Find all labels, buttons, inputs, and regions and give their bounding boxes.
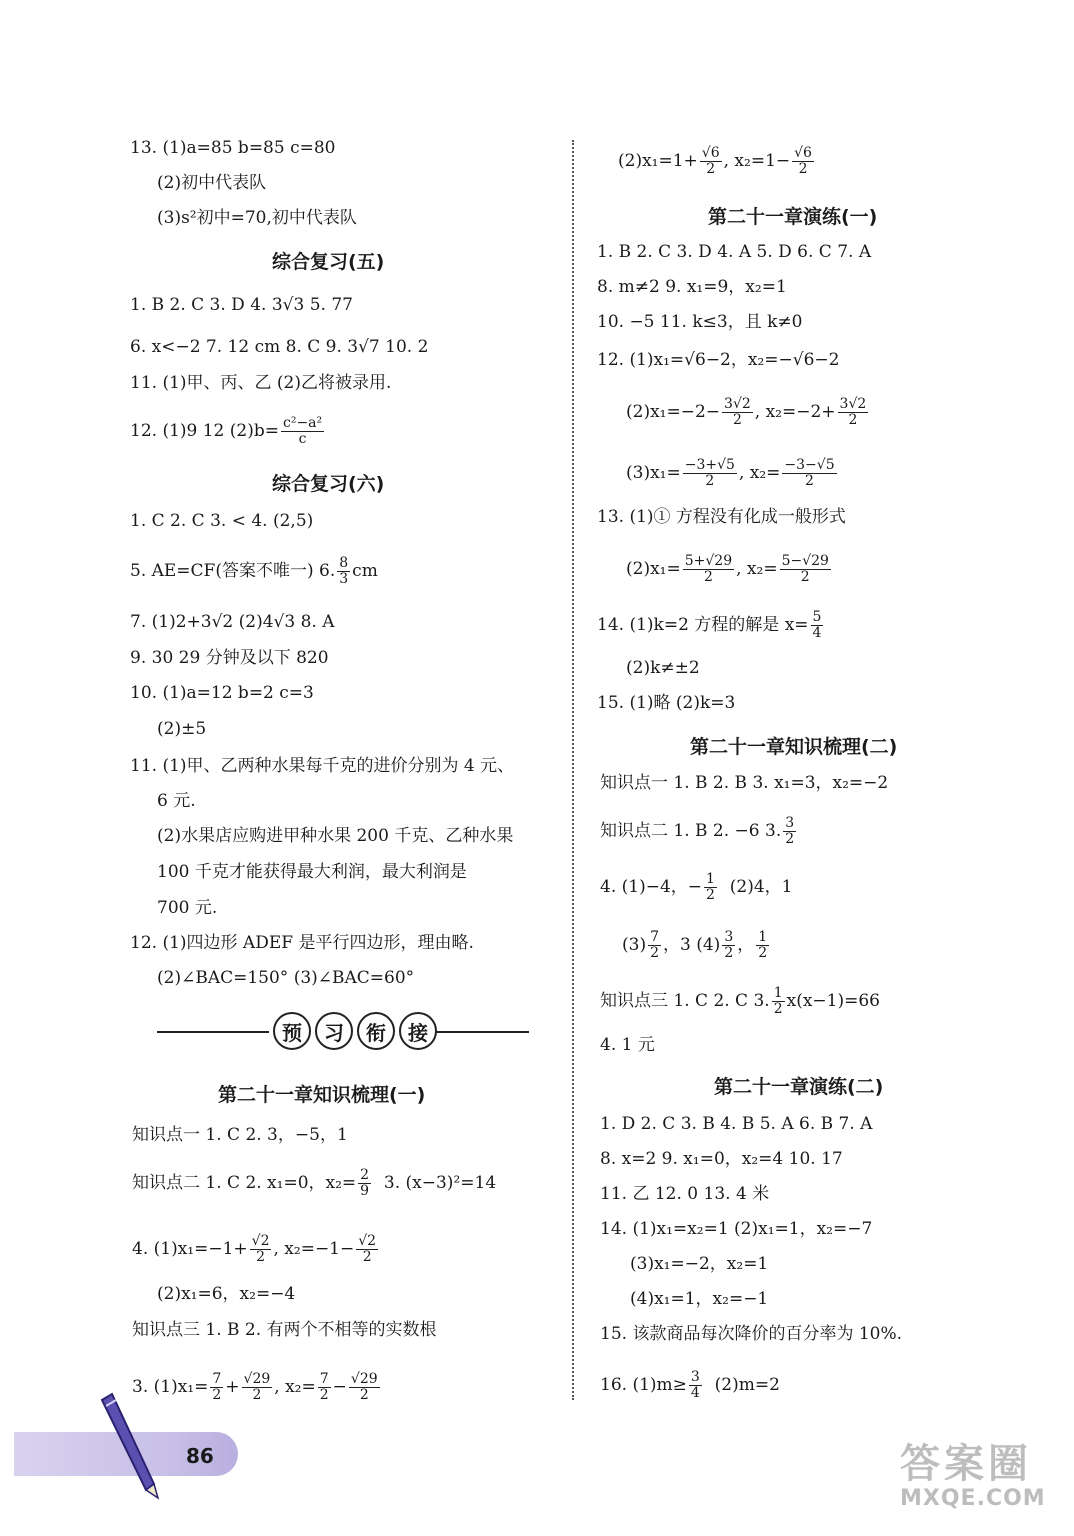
fraction: $\frac{√6}{2}$ [701, 145, 720, 177]
divider-rule [429, 1031, 529, 1033]
fraction: $\frac{\text{c²−a²}}{c}$ [282, 415, 323, 447]
answer-text: (2)x₁=1+ [618, 151, 698, 171]
answer-line: 知识点三 1. B 2. 有两个不相等的实数根 [132, 1320, 437, 1340]
answer-text: − [332, 1377, 347, 1397]
answer-line [600, 1370, 780, 1401]
fraction: $\frac{3√2}{2}$ [724, 396, 751, 428]
answer-line: (2)水果店应购进甲种水果 200 千克、乙种水果 [157, 826, 514, 846]
section-heading: 第二十一章知识梳理(一) [218, 1084, 426, 1106]
fraction: $\frac{2}{9}$ [360, 1167, 370, 1199]
answer-line: 15. 该款商品每次降价的百分率为 10%. [600, 1324, 903, 1344]
pen-icon [96, 1392, 166, 1502]
answer-line: (2)x₁=6，x₂=−4 [157, 1284, 296, 1304]
answer-text: (3) [622, 935, 647, 955]
preview-banner [273, 1012, 437, 1050]
answer-text: 5. AE=CF(答案不唯一) 6. [130, 561, 336, 581]
fraction: $\frac{7}{2}$ [212, 1371, 222, 1403]
answer-line: 13. (1)① 方程没有化成一般形式 [597, 507, 846, 527]
answer-line [626, 554, 833, 585]
answer-text: + [225, 1377, 240, 1397]
section-heading: 第二十一章演练(一) [708, 206, 878, 228]
answer-line: 6 元. [157, 791, 196, 811]
answer-line: 7. (1)2+3√2 (2)4√3 8. A [130, 612, 335, 632]
banner-char: 衔 [357, 1012, 395, 1050]
answer-text: (3)x₁= [626, 463, 681, 483]
fraction: $\frac{√6}{2}$ [794, 145, 812, 177]
answer-line: (2)初中代表队 [157, 173, 267, 193]
answer-line: 12. (1)四边形 ADEF 是平行四边形，理由略. [130, 933, 474, 953]
answer-text: (2)m=2 [714, 1375, 780, 1395]
answer-line [597, 610, 825, 641]
answer-text: , x₂=1− [723, 151, 791, 171]
fraction: $\frac{-3+√5}{2}$ [684, 457, 735, 489]
answer-line: (2)k≠±2 [626, 658, 700, 678]
answer-text: (2)x₁= [626, 559, 681, 579]
answer-text: cm [352, 561, 378, 581]
section-heading: 第二十一章知识梳理(二) [690, 736, 898, 758]
answer-line: 10. (1)a=12 b=2 c=3 [130, 683, 314, 703]
fraction: $\frac{8}{3}$ [339, 555, 349, 587]
answer-line: 15. (1)略 (2)k=3 [597, 693, 736, 713]
answer-line: 6. x<−2 7. 12 cm 8. C 9. 3√7 10. 2 [130, 337, 429, 357]
answer-text: 知识点二 1. C 2. x₁=0，x₂= [132, 1173, 357, 1193]
watermark [900, 1442, 1046, 1511]
answer-line: (3)s²初中=70,初中代表队 [157, 208, 357, 228]
answer-line: (4)x₁=1，x₂=−1 [630, 1289, 769, 1309]
answer-line: 1. B 2. C 3. D 4. 3√3 5. 77 [130, 295, 353, 315]
divider-rule [157, 1031, 269, 1033]
watermark-url: MXQE.COM [900, 1486, 1046, 1511]
fraction: $\frac{√2}{2}$ [358, 1233, 377, 1265]
watermark-title: 答案圈 [900, 1441, 1032, 1487]
answer-text: 14. (1)k=2 方程的解是 x= [597, 615, 809, 635]
answer-line: 9. 30 29 分钟及以下 820 [130, 648, 329, 668]
answer-line: 10. −5 11. k≤3，且 k≠0 [597, 312, 803, 332]
answer-line [618, 146, 816, 177]
fraction: $\frac{3}{2}$ [785, 815, 795, 847]
fraction: $\frac{-3-√5}{2}$ [784, 457, 835, 489]
column-divider [572, 140, 574, 1400]
answer-line [132, 1168, 496, 1199]
fraction: $\frac{5+√29}{2}$ [684, 553, 733, 585]
answer-line [626, 458, 839, 489]
answer-text: , x₂= [738, 463, 781, 483]
answer-text: 4. (1)x₁=−1+ [132, 1239, 248, 1259]
answer-text: 16. (1)m≥ [600, 1375, 687, 1395]
fraction: $\frac{5-√29}{2}$ [781, 553, 829, 585]
answer-line: 13. (1)a=85 b=85 c=80 [130, 138, 336, 158]
answer-line [130, 416, 326, 447]
fraction: $\frac{3}{4}$ [690, 1369, 700, 1401]
answer-line: 100 千克才能获得最大利润，最大利润是 [157, 862, 467, 882]
fraction: $\frac{√2}{2}$ [251, 1233, 270, 1265]
section-heading: 第二十一章演练(二) [714, 1076, 884, 1098]
answer-line: 11. (1)甲、丙、乙 (2)乙将被录用. [130, 373, 392, 393]
fraction: $\frac{7}{2}$ [319, 1371, 329, 1403]
answer-line [130, 556, 378, 587]
answer-text: , x₂=−1− [273, 1239, 355, 1259]
fraction: $\frac{7}{2}$ [650, 929, 660, 961]
answer-line: 11. (1)甲、乙两种水果每千克的进价分别为 4 元、 [130, 756, 515, 776]
answer-text: 3. (x−3)²=14 [383, 1173, 497, 1193]
answer-text: , x₂=−2+ [754, 402, 836, 422]
answer-line [600, 816, 798, 847]
answer-line [600, 872, 792, 903]
answer-line [600, 986, 880, 1017]
fraction: $\frac{5}{4}$ [812, 609, 822, 641]
answer-line: 1. B 2. C 3. D 4. A 5. D 6. C 7. A [597, 242, 872, 262]
banner-char: 预 [273, 1012, 311, 1050]
answer-text: 12. (1)9 12 (2)b= [130, 421, 279, 441]
answer-text: x(x−1)=66 [786, 991, 881, 1011]
answer-line [622, 930, 771, 961]
fraction: $\frac{3}{2}$ [724, 929, 734, 961]
answer-text: (2)x₁=−2− [626, 402, 721, 422]
answer-text: , x₂= [736, 559, 778, 579]
section-heading: 综合复习(六) [272, 473, 385, 495]
fraction: $\frac{1}{2}$ [773, 985, 783, 1017]
answer-text: 3. (1)x₁= [132, 1377, 209, 1397]
answer-text: 知识点三 1. C 2. C 3. [600, 991, 770, 1011]
answer-line [626, 397, 870, 428]
answer-line: (2)∠BAC=150° (3)∠BAC=60° [157, 968, 415, 988]
answer-line: 4. 1 元 [600, 1035, 655, 1055]
answer-line: 8. x=2 9. x₁=0，x₂=4 10. 17 [600, 1149, 843, 1169]
answer-line [132, 1234, 380, 1265]
answer-line: 1. C 2. C 3. < 4. (2,5) [130, 511, 314, 531]
answer-text: , x₂= [274, 1377, 316, 1397]
answer-line: 知识点一 1. B 2. B 3. x₁=3，x₂=−2 [600, 773, 889, 793]
answer-text: ，3 (4) [663, 935, 721, 955]
answer-line: 知识点一 1. C 2. 3，−5，1 [132, 1125, 348, 1145]
fraction: $\frac{√29}{2}$ [243, 1371, 271, 1403]
answer-line: (3)x₁=−2，x₂=1 [630, 1254, 769, 1274]
answer-line: 700 元. [157, 898, 218, 918]
section-heading: 综合复习(五) [272, 251, 385, 273]
answer-line: 11. 乙 12. 0 13. 4 米 [600, 1184, 770, 1204]
answer-line: 14. (1)x₁=x₂=1 (2)x₁=1，x₂=−7 [600, 1219, 873, 1239]
fraction: $\frac{1}{2}$ [706, 871, 715, 903]
answer-line: 1. D 2. C 3. B 4. B 5. A 6. B 7. A [600, 1114, 873, 1134]
answer-line: (2)±5 [157, 719, 207, 739]
answer-text: 知识点二 1. B 2. −6 3. [600, 821, 782, 841]
answer-line [132, 1372, 382, 1403]
fraction: $\frac{1}{2}$ [758, 929, 768, 961]
answer-text: ， [737, 935, 755, 955]
fraction: $\frac{√29}{2}$ [350, 1371, 378, 1403]
answer-text: (2)4，1 [729, 877, 793, 897]
answer-line: 12. (1)x₁=√6−2，x₂=−√6−2 [597, 350, 840, 370]
answer-text: 4. (1)−4，− [600, 877, 703, 897]
banner-char: 接 [399, 1012, 437, 1050]
page-number: 86 [186, 1444, 214, 1468]
fraction: $\frac{3√2}{2}$ [839, 396, 867, 428]
answer-line: 8. m≠2 9. x₁=9，x₂=1 [597, 277, 787, 297]
banner-char: 习 [315, 1012, 353, 1050]
